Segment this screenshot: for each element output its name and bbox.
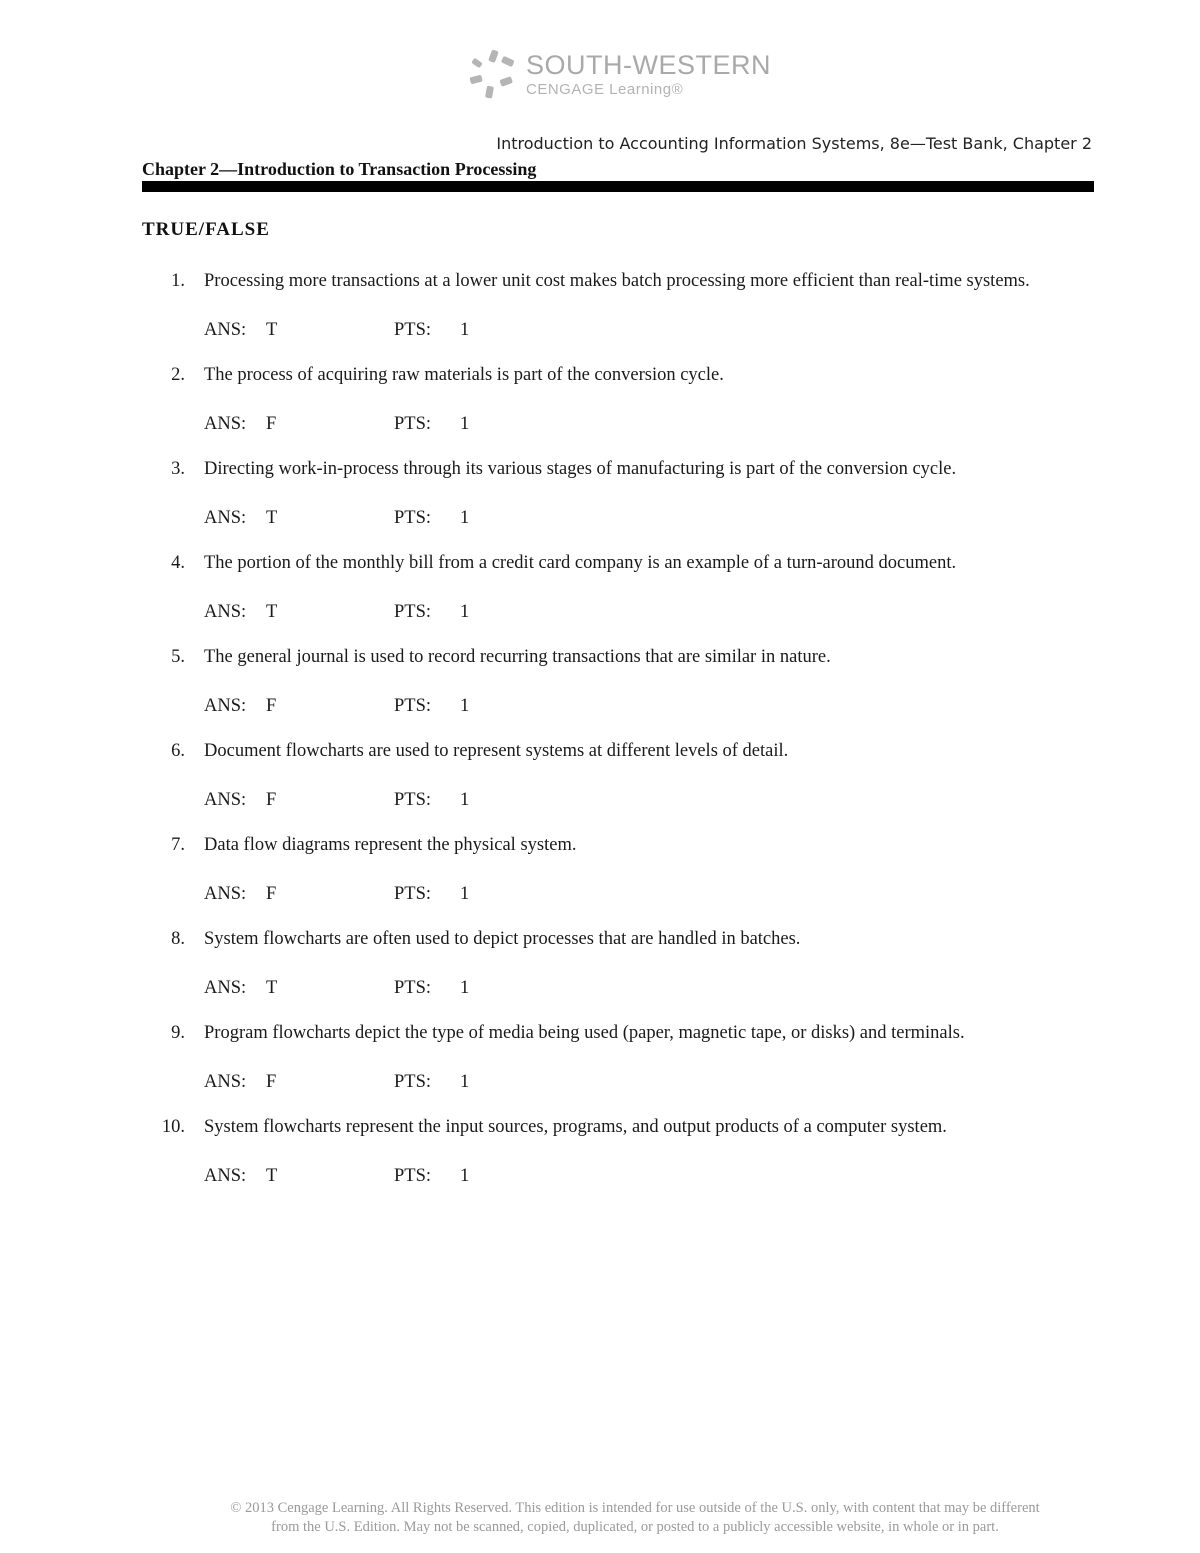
question-item bbox=[0, 551, 1200, 624]
answer-value: F bbox=[266, 884, 277, 904]
answer-value: T bbox=[266, 978, 278, 998]
answer-label: ANS: bbox=[204, 1166, 247, 1186]
copyright-line-1: © 2013 Cengage Learning. All Rights Reserved. This edition is intended for use outside of the U.S. only, with content that may be different bbox=[230, 1500, 1040, 1516]
question-text: Directing work-in-process through its various stages of manufacturing is part of the conversion cycle. bbox=[204, 459, 957, 479]
question-number: 5. bbox=[171, 647, 185, 667]
points-label: PTS: bbox=[394, 978, 432, 998]
answer-value: T bbox=[266, 602, 278, 622]
publisher-logo-title: SOUTH-WESTERN bbox=[526, 49, 771, 80]
points-value: 1 bbox=[460, 696, 470, 716]
question-item bbox=[0, 927, 1200, 1000]
answer-label: ANS: bbox=[204, 320, 247, 340]
points-label: PTS: bbox=[394, 1166, 432, 1186]
answer-line bbox=[204, 1070, 1200, 1094]
points-label: PTS: bbox=[394, 1072, 432, 1092]
question-item bbox=[0, 1115, 1200, 1188]
answer-line bbox=[204, 882, 1200, 906]
points-label: PTS: bbox=[394, 414, 432, 434]
answer-label: ANS: bbox=[204, 884, 247, 904]
question-item bbox=[0, 739, 1200, 812]
publisher-logo bbox=[466, 48, 771, 100]
question-number: 7. bbox=[171, 835, 185, 855]
answer-value: F bbox=[266, 1072, 277, 1092]
cengage-star-icon bbox=[466, 48, 518, 100]
question-number: 9. bbox=[171, 1023, 185, 1043]
running-head: Introduction to Accounting Information Systems, 8e—Test Bank, Chapter 2 bbox=[496, 134, 1092, 153]
question-text: System flowcharts are often used to depict processes that are handled in batches. bbox=[204, 929, 801, 949]
header-rule bbox=[142, 181, 1094, 192]
points-value: 1 bbox=[460, 1072, 470, 1092]
answer-label: ANS: bbox=[204, 508, 247, 528]
points-label: PTS: bbox=[394, 884, 432, 904]
points-value: 1 bbox=[460, 978, 470, 998]
points-value: 1 bbox=[460, 320, 470, 340]
question-item bbox=[0, 457, 1200, 530]
points-value: 1 bbox=[460, 790, 470, 810]
answer-line bbox=[204, 976, 1200, 1000]
points-value: 1 bbox=[460, 884, 470, 904]
points-value: 1 bbox=[460, 602, 470, 622]
answer-label: ANS: bbox=[204, 414, 247, 434]
question-number: 1. bbox=[171, 271, 185, 291]
question-number: 6. bbox=[171, 741, 185, 761]
question-number: 10. bbox=[161, 1117, 185, 1137]
answer-label: ANS: bbox=[204, 978, 247, 998]
question-item bbox=[0, 269, 1200, 342]
points-label: PTS: bbox=[394, 790, 432, 810]
answer-line bbox=[204, 318, 1200, 342]
question-item bbox=[0, 833, 1200, 906]
points-value: 1 bbox=[460, 508, 470, 528]
question-number: 8. bbox=[171, 929, 185, 949]
question-list bbox=[0, 269, 1200, 1209]
points-value: 1 bbox=[460, 1166, 470, 1186]
answer-line bbox=[204, 412, 1200, 436]
question-number: 4. bbox=[171, 553, 185, 573]
answer-value: F bbox=[266, 696, 277, 716]
points-value: 1 bbox=[460, 414, 470, 434]
copyright-line-2: from the U.S. Edition. May not be scanned, copied, duplicated, or posted to a publicly accessible website, in whole or in part. bbox=[271, 1519, 999, 1535]
answer-line bbox=[204, 506, 1200, 530]
question-number: 3. bbox=[171, 459, 185, 479]
copyright-footer bbox=[160, 1499, 1110, 1537]
question-text: The process of acquiring raw materials is part of the conversion cycle. bbox=[204, 365, 724, 385]
section-heading: TRUE/FALSE bbox=[142, 219, 270, 240]
answer-value: T bbox=[266, 1166, 278, 1186]
question-text: Program flowcharts depict the type of media being used (paper, magnetic tape, or disks) and terminals. bbox=[204, 1023, 965, 1043]
answer-label: ANS: bbox=[204, 602, 247, 622]
answer-line bbox=[204, 600, 1200, 624]
points-label: PTS: bbox=[394, 320, 432, 340]
question-text: The general journal is used to record recurring transactions that are similar in nature. bbox=[204, 647, 831, 667]
question-text: Processing more transactions at a lower unit cost makes batch processing more efficient than real-time systems. bbox=[204, 271, 1030, 291]
question-item bbox=[0, 645, 1200, 718]
question-text: Document flowcharts are used to represent systems at different levels of detail. bbox=[204, 741, 789, 761]
answer-label: ANS: bbox=[204, 1072, 247, 1092]
question-item bbox=[0, 363, 1200, 436]
points-label: PTS: bbox=[394, 696, 432, 716]
answer-value: F bbox=[266, 790, 277, 810]
answer-value: T bbox=[266, 320, 278, 340]
question-text: Data flow diagrams represent the physical system. bbox=[204, 835, 577, 855]
question-item bbox=[0, 1021, 1200, 1094]
answer-line bbox=[204, 788, 1200, 812]
points-label: PTS: bbox=[394, 602, 432, 622]
points-label: PTS: bbox=[394, 508, 432, 528]
question-number: 2. bbox=[171, 365, 185, 385]
answer-value: F bbox=[266, 414, 277, 434]
answer-label: ANS: bbox=[204, 696, 247, 716]
question-text: System flowcharts represent the input sources, programs, and output products of a computer system. bbox=[204, 1117, 947, 1137]
publisher-logo-subtitle: CENGAGE Learning® bbox=[526, 80, 684, 98]
question-text: The portion of the monthly bill from a credit card company is an example of a turn-around document. bbox=[204, 553, 957, 573]
answer-value: T bbox=[266, 508, 278, 528]
answer-label: ANS: bbox=[204, 790, 247, 810]
answer-line bbox=[204, 1164, 1200, 1188]
chapter-title: Chapter 2—Introduction to Transaction Processing bbox=[142, 159, 537, 179]
answer-line bbox=[204, 694, 1200, 718]
